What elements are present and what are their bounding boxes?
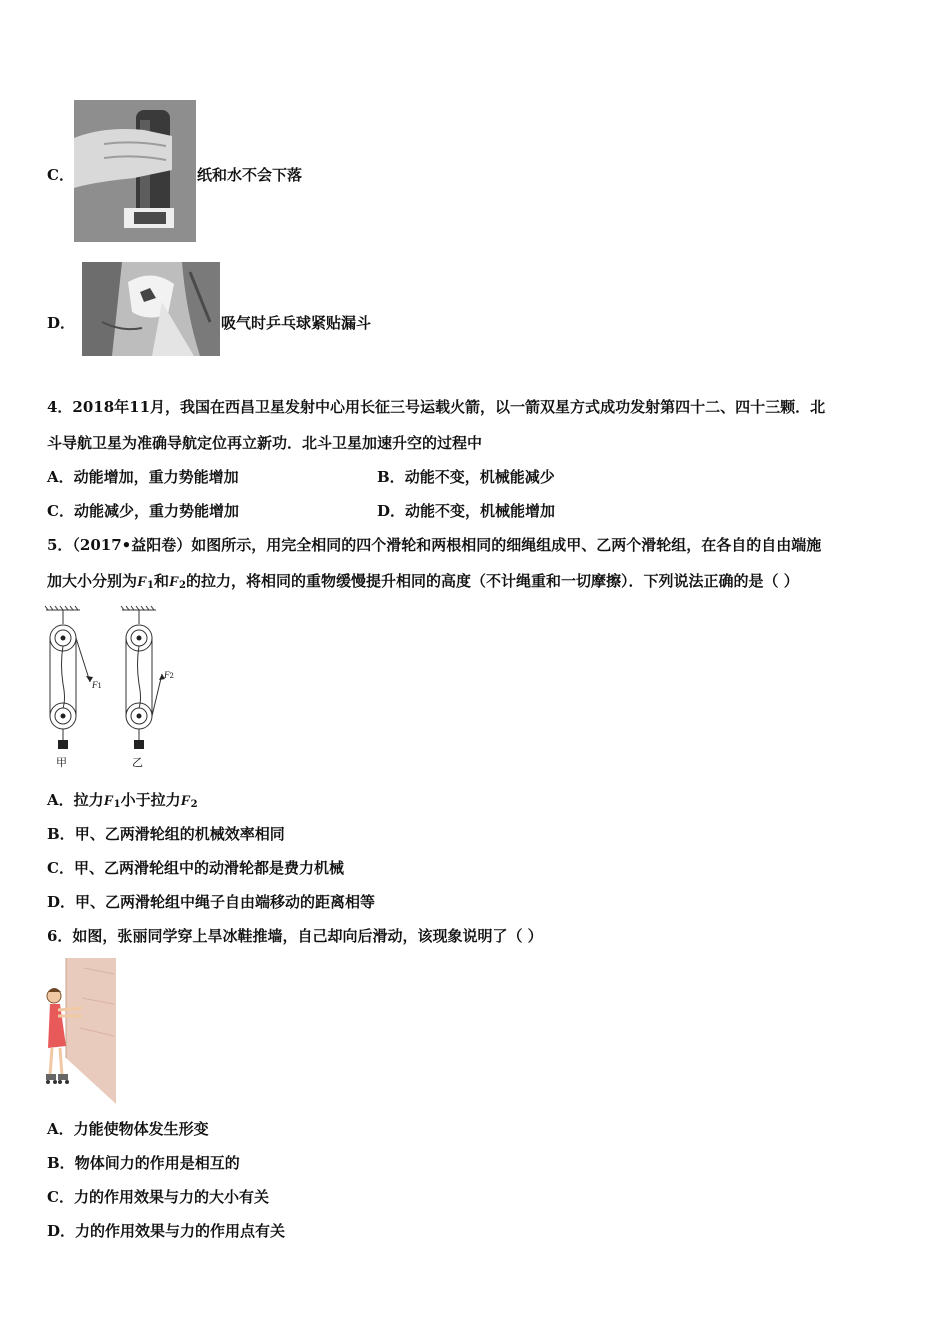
- q6-option-b: [47, 1152, 240, 1173]
- q5-stem-line-1: 5．（2017•益阳卷）如图所示，用完全相同的四个滑轮和两根相同的细绳组成甲、乙两个滑轮组，在各自的自由端施: [47, 536, 822, 554]
- option-text: 甲、乙两滑轮组中绳子自由端移动的距离相等: [75, 893, 376, 911]
- force-label-right: [164, 670, 174, 681]
- q5-option-c: [47, 857, 344, 878]
- option-text: 力的作用效果与力的作用点有关: [75, 1222, 286, 1240]
- stem-text: 的拉力，将相同的重物缓慢提升相同的高度（不计绳重和一切摩擦）．下列说法正确的是（ ）: [186, 572, 799, 590]
- q4-option-c: [47, 500, 239, 521]
- pulley-system-figure: [38, 604, 188, 774]
- option-text: 物体间力的作用是相互的: [74, 1154, 240, 1172]
- q4-option-d: [377, 500, 555, 521]
- option-letter: B．: [47, 1154, 75, 1172]
- q4-option-a: [47, 466, 239, 487]
- force-symbol: F: [169, 574, 180, 590]
- force-subscript: 1: [147, 580, 154, 591]
- q3-option-d-letter: D．: [47, 314, 76, 332]
- option-letter: D．: [47, 893, 76, 911]
- option-text: 动能不变，机械能减少: [404, 468, 555, 486]
- option-letter: B．: [377, 468, 405, 486]
- force-symbol: F: [180, 793, 191, 809]
- q5-option-d: [47, 891, 375, 912]
- option-letter: A．: [47, 1120, 74, 1138]
- option-letter: D．: [377, 502, 406, 520]
- q4-option-b: [377, 466, 555, 487]
- option-text: 甲、乙两滑轮组中的动滑轮都是费力机械: [73, 859, 344, 877]
- girl-pushing-wall-illustration: [44, 958, 120, 1104]
- force-symbol: F: [137, 574, 148, 590]
- stem-text: 加大小分别为: [47, 572, 138, 590]
- figure-label-yi: 乙: [132, 756, 143, 769]
- figure-label-jia: 甲: [56, 756, 67, 769]
- option-letter: C．: [47, 859, 74, 877]
- force-subscript: 1: [97, 682, 102, 690]
- q4-stem-line-2: 斗导航卫星为准确导航定位再立新功．北斗卫星加速升空的过程中: [47, 434, 483, 452]
- option-text: 动能增加，重力势能增加: [73, 468, 239, 486]
- q3-option-c-letter: C．: [47, 166, 74, 184]
- option-letter: A．: [47, 468, 74, 486]
- option-letter: B．: [47, 825, 75, 843]
- q6-option-d: [47, 1220, 285, 1241]
- q6-option-c: [47, 1186, 269, 1207]
- force-subscript: 1: [113, 799, 121, 810]
- force-subscript: 2: [190, 799, 198, 810]
- funnel-pingpong-photo: [82, 262, 220, 356]
- option-letter: C．: [47, 502, 74, 520]
- option-text: 动能减少，重力势能增加: [73, 502, 239, 520]
- force-label-left: [92, 680, 102, 691]
- q3-option-d-text: 吸气时乒乓球紧贴漏斗: [221, 314, 372, 332]
- q6-option-a: [47, 1118, 209, 1139]
- q3-option-c-text: 纸和水不会下落: [197, 166, 303, 184]
- option-letter: C．: [47, 1188, 74, 1206]
- stem-text: 和: [154, 572, 170, 590]
- force-subscript: 2: [169, 672, 174, 680]
- option-text: 力能使物体发生形变: [73, 1120, 209, 1138]
- q5-option-a: [47, 789, 198, 810]
- option-text: 小于拉力: [120, 791, 181, 809]
- option-text: 力的作用效果与力的大小有关: [73, 1188, 269, 1206]
- option-letter: A．: [47, 791, 74, 809]
- force-symbol: F: [103, 793, 114, 809]
- force-symbol: F: [92, 680, 98, 690]
- option-letter: D．: [47, 1222, 76, 1240]
- q5-stem-line-2: [47, 570, 799, 591]
- option-text: 动能不变，机械能增加: [405, 502, 556, 520]
- q6-stem: 6．如图，张丽同学穿上旱冰鞋推墙，自己却向后滑动，该现象说明了（ ）: [47, 927, 543, 945]
- force-symbol: F: [164, 670, 170, 680]
- force-subscript: 2: [179, 580, 186, 591]
- q5-option-b: [47, 823, 285, 844]
- option-text: 拉力: [73, 791, 104, 809]
- q4-stem-line-1: 4．2018年11月，我国在西昌卫星发射中心用长征三号运载火箭，以一箭双星方式成功发射第四十二、四十三颗．北: [47, 398, 826, 416]
- bottle-paper-photo: [74, 100, 196, 242]
- option-text: 甲、乙两滑轮组的机械效率相同: [74, 825, 285, 843]
